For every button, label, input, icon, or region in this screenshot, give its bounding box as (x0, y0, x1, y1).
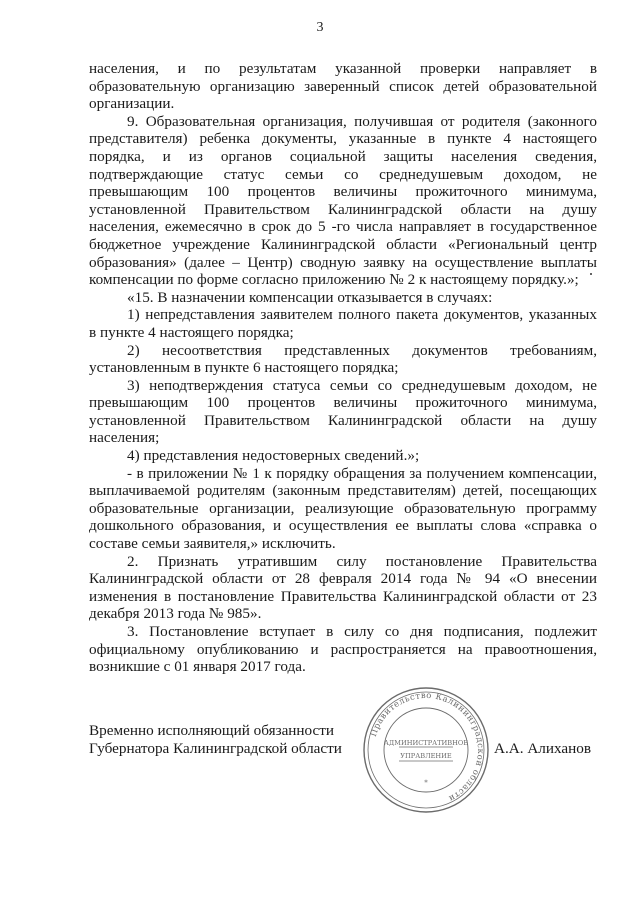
paragraph-item-2: 2. Признать утратившим силу постановление Правительства Калининградской области от 28 февраля 2014 года № 94 «О внесении изменения в постановление Правительства Калининградской области от 23 декабря 2013 года № 985». (89, 552, 597, 623)
official-seal-stamp (361, 685, 491, 815)
paragraph-item-3: 3. Постановление вступает в силу со дня подписания, подлежит официальному опубликованию и распространяется на правоотношения, возникшие с 01 января 2017 года. (89, 623, 597, 676)
paragraph-refusal-4: 4) представления недостоверных сведений.»; (127, 447, 420, 465)
paragraph-item-9: 9. Образовательная организация, получившая от родителя (законного представителя) ребенка документы, указанные в пункте 4 настоящего порядка, и из органов социальной защиты населения сведения, подтверждающие статус семьи со среднедушевым доходом, не превышающим 100 процентов величины прожиточного минимума, установленной Правительством Калининградской области на душу населения, ежемесячно в срок до 5 -го числа направляет в государственное бюджетное учреждение Калининградской области «Региональный центр образования» (далее – Центр) сводную заявку на осуществление выплаты компенсации по форме согласно приложению № 2 к настоящему порядку.»; (89, 112, 597, 289)
paragraph-item-15-intro: «15. В назначении компенсации отказывается в случаях: (127, 288, 493, 306)
document-body (89, 60, 597, 676)
paragraph-appendix-change: - в приложении № 1 к порядку обращения за получением компенсации, выплачиваемой родителям (законным представителям) детей, посещающих образовательные организации, реализующие образовательную программу дошкольного образования, и осуществления ее выплаты слова «справка о составе семьи заявителя,» исключить. (89, 464, 597, 553)
svg-text:Правительство Калининградской: Правительство Калининградской области (367, 689, 487, 805)
page-number: 3 (316, 20, 324, 35)
signatory-name: А.А. Алиханов (494, 740, 592, 757)
paragraph-refusal-3: 3) неподтверждения статуса семьи со среднедушевым доходом, не превышающим 100 процентов величины прожиточного минимума, установленной Правительством Калининградской области на душу населения; (89, 376, 597, 447)
signature-block (89, 689, 609, 842)
svg-text:*: * (424, 779, 428, 787)
signatory-title-line-1: Временно исполняющий обязанности (89, 722, 335, 739)
stray-mark (589, 272, 593, 276)
signatory-title-line-2: Губернатора Калининградской области (89, 740, 342, 757)
svg-text:АДМИНИСТРАТИВНОЕ: АДМИНИСТРАТИВНОЕ (383, 739, 469, 747)
paragraph-continuation: населения, и по результатам указанной проверки направляет в образовательную организацию заверенный список детей образовательной организации. (89, 60, 597, 113)
paragraph-refusal-1: 1) непредставления заявителем полного пакета документов, указанных в пункте 4 настоящего порядка; (89, 306, 597, 341)
paragraph-refusal-2: 2) несоответствия представленных документов требованиям, установленным в пункте 6 настоящего порядка; (89, 341, 597, 377)
svg-text:УПРАВЛЕНИЕ: УПРАВЛЕНИЕ (400, 752, 452, 760)
signatory-title (89, 722, 389, 758)
